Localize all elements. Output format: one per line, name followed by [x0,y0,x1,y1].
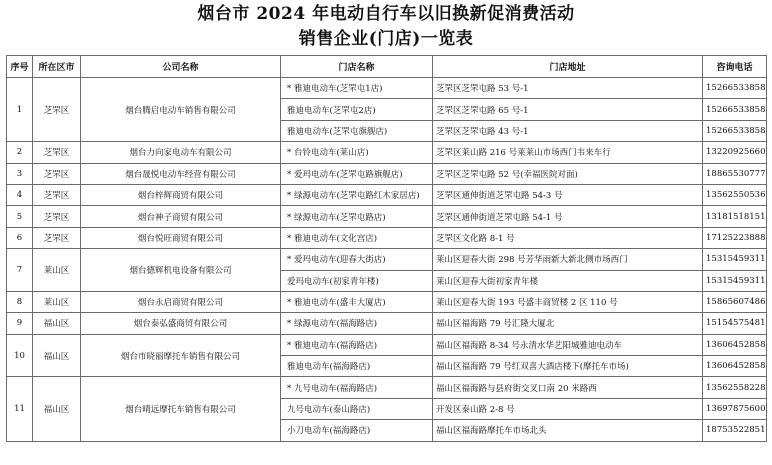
district-cell: 福山区 [33,334,81,377]
district-cell: 莱山区 [33,291,81,312]
store-name-cell: 小刀电动车(福海路店) [281,420,433,441]
row-number: 1 [7,78,33,142]
company-cell: 烟台市晓丽摩托车销售有限公司 [81,334,281,377]
store-address-cell: 福山区福海路 79 号红双喜大酒店楼下(摩托车市场) [433,356,703,377]
phone-cell: 17125223888 [703,227,767,248]
store-address-cell: 莱山区迎春大街 298 号芳华雨新大新北侧市场西门 [433,249,703,270]
header-company: 公司名称 [81,56,281,78]
store-address-cell: 芝罘区芝罘屯路 43 号-1 [433,120,703,141]
header-no: 序号 [7,56,33,78]
store-name-cell: * 爱玛电动车(芝罘屯路旗舰店) [281,163,433,184]
header-phone: 咨询电话 [703,56,767,78]
phone-cell: 13606452858 [703,356,767,377]
table-row [7,313,767,334]
phone-cell: 13562550536 [703,184,767,205]
phone-cell: 15315459311 [703,249,767,270]
store-address-cell: 芝罘区芝罘屯路 52 号(幸福医院对面) [433,163,703,184]
row-number: 4 [7,184,33,205]
table-row [7,227,767,248]
district-cell: 福山区 [33,377,81,441]
document-title-line2: 销售企业(门店)一览表 [298,29,474,49]
row-number: 5 [7,206,33,227]
store-address-cell: 芝罘区芝罘屯路 65 号-1 [433,99,703,120]
company-cell: 烟台晴远摩托车销售有限公司 [81,377,281,441]
table-row [7,78,767,99]
district-cell: 福山区 [33,313,81,334]
district-cell: 芝罘区 [33,227,81,248]
company-cell: 烟台神子商贸有限公司 [81,206,281,227]
store-name-cell: * 雅迪电动车(文化宫店) [281,227,433,248]
store-address-cell: 福山区福海路与县府街交叉口南 20 米路西 [433,377,703,398]
district-cell: 芝罘区 [33,142,81,163]
store-address-cell: 莱山区迎春大街 193 号盛丰商贸楼 2 区 110 号 [433,291,703,312]
store-name-cell: * 台铃电动车(莱山店) [281,142,433,163]
store-name-cell: 爱玛电动车(初家青年楼) [281,270,433,291]
company-cell: 烟台腾启电动车销售有限公司 [81,78,281,142]
phone-cell: 18865530777 [703,163,767,184]
company-cell: 烟台永启商贸有限公司 [81,291,281,312]
store-address-cell: 福山区福海路 79 号汇隆大厦北 [433,313,703,334]
row-number: 8 [7,291,33,312]
store-address-cell: 芝罘区通伸街道芝罘屯路 54-1 号 [433,206,703,227]
district-cell: 芝罘区 [33,184,81,205]
header-address: 门店地址 [433,56,703,78]
phone-cell: 15154575481 [703,313,767,334]
store-name-cell: * 绿源电动车(芝罘屯路店) [281,206,433,227]
district-cell: 莱山区 [33,249,81,292]
store-address-cell: 芝罘区文化路 8-1 号 [433,227,703,248]
phone-cell: 13606452858 [703,334,767,355]
row-number: 9 [7,313,33,334]
store-address-cell: 芝罘区通伸街道芝罘屯路 54-3 号 [433,184,703,205]
store-name-cell: * 爱玛电动车(迎春大街店) [281,249,433,270]
table-row [7,291,767,312]
company-cell: 烟台梓辉商贸有限公司 [81,184,281,205]
table-body [7,78,767,442]
store-name-cell: * 雅迪电动车(芝罘屯1店) [281,78,433,99]
company-cell: 烟台晟悦电动车经营有限公司 [81,163,281,184]
store-name-cell: * 雅迪电动车(盛丰大厦店) [281,291,433,312]
store-address-cell: 开发区泰山路 2-8 号 [433,398,703,419]
store-address-cell: 芝罘区莱山路 216 号莱莱山市场西门韦来车行 [433,142,703,163]
store-address-cell: 芝罘区芝罘屯路 53 号-1 [433,78,703,99]
store-name-cell: * 绿源电动车(福海路店) [281,313,433,334]
header-store: 门店名称 [281,56,433,78]
phone-cell: 15266533858 [703,99,767,120]
store-address-cell: 莱山区迎春大街初家青年楼 [433,270,703,291]
company-cell: 烟台泰弘盛商贸有限公司 [81,313,281,334]
store-address-cell: 福山区福海路 8-34 号永清水华艺阳城雅迪电动车 [433,334,703,355]
phone-cell: 15315459311 [703,270,767,291]
table-row [7,184,767,205]
store-name-cell: 雅迪电动车(芝罘屯旗舰店) [281,120,433,141]
store-table [6,55,767,442]
district-cell: 芝罘区 [33,163,81,184]
phone-cell: 15266533858 [703,120,767,141]
district-cell: 芝罘区 [33,206,81,227]
table-row [7,249,767,270]
row-number: 11 [7,377,33,441]
phone-cell: 13697875600 [703,398,767,419]
phone-cell: 15266533858 [703,78,767,99]
store-name-cell: * 绿源电动车(芝罘屯路红木家居店) [281,184,433,205]
phone-cell: 18753522851 [703,420,767,441]
phone-cell: 13562558228 [703,377,767,398]
store-name-cell: 九号电动车(泰山路店) [281,398,433,419]
table-row [7,163,767,184]
row-number: 6 [7,227,33,248]
store-name-cell: 雅迪电动车(福海路店) [281,356,433,377]
phone-cell: 15865607486 [703,291,767,312]
store-name-cell: * 雅迪电动车(福海路店) [281,334,433,355]
store-name-cell: * 九号电动车(福海路店) [281,377,433,398]
table-row [7,377,767,398]
store-address-cell: 福山区福海路摩托车市场北头 [433,420,703,441]
document-title-line1: 烟台市 2024 年电动自行车以旧换新促消费活动 [197,4,575,24]
table-row [7,206,767,227]
phone-cell: 13220925660 [703,142,767,163]
header-district: 所在区市 [33,56,81,78]
company-cell: 烟台悦旺商贸有限公司 [81,227,281,248]
district-cell: 芝罘区 [33,78,81,142]
table-header-row [7,56,767,78]
row-number: 7 [7,249,33,292]
row-number: 2 [7,142,33,163]
phone-cell: 13181518151 [703,206,767,227]
row-number: 10 [7,334,33,377]
company-cell: 烟台德辉机电设备有限公司 [81,249,281,292]
row-number: 3 [7,163,33,184]
store-name-cell: 雅迪电动车(芝罘屯2店) [281,99,433,120]
company-cell: 烟台力向家电动车有限公司 [81,142,281,163]
table-row [7,142,767,163]
table-row [7,334,767,355]
